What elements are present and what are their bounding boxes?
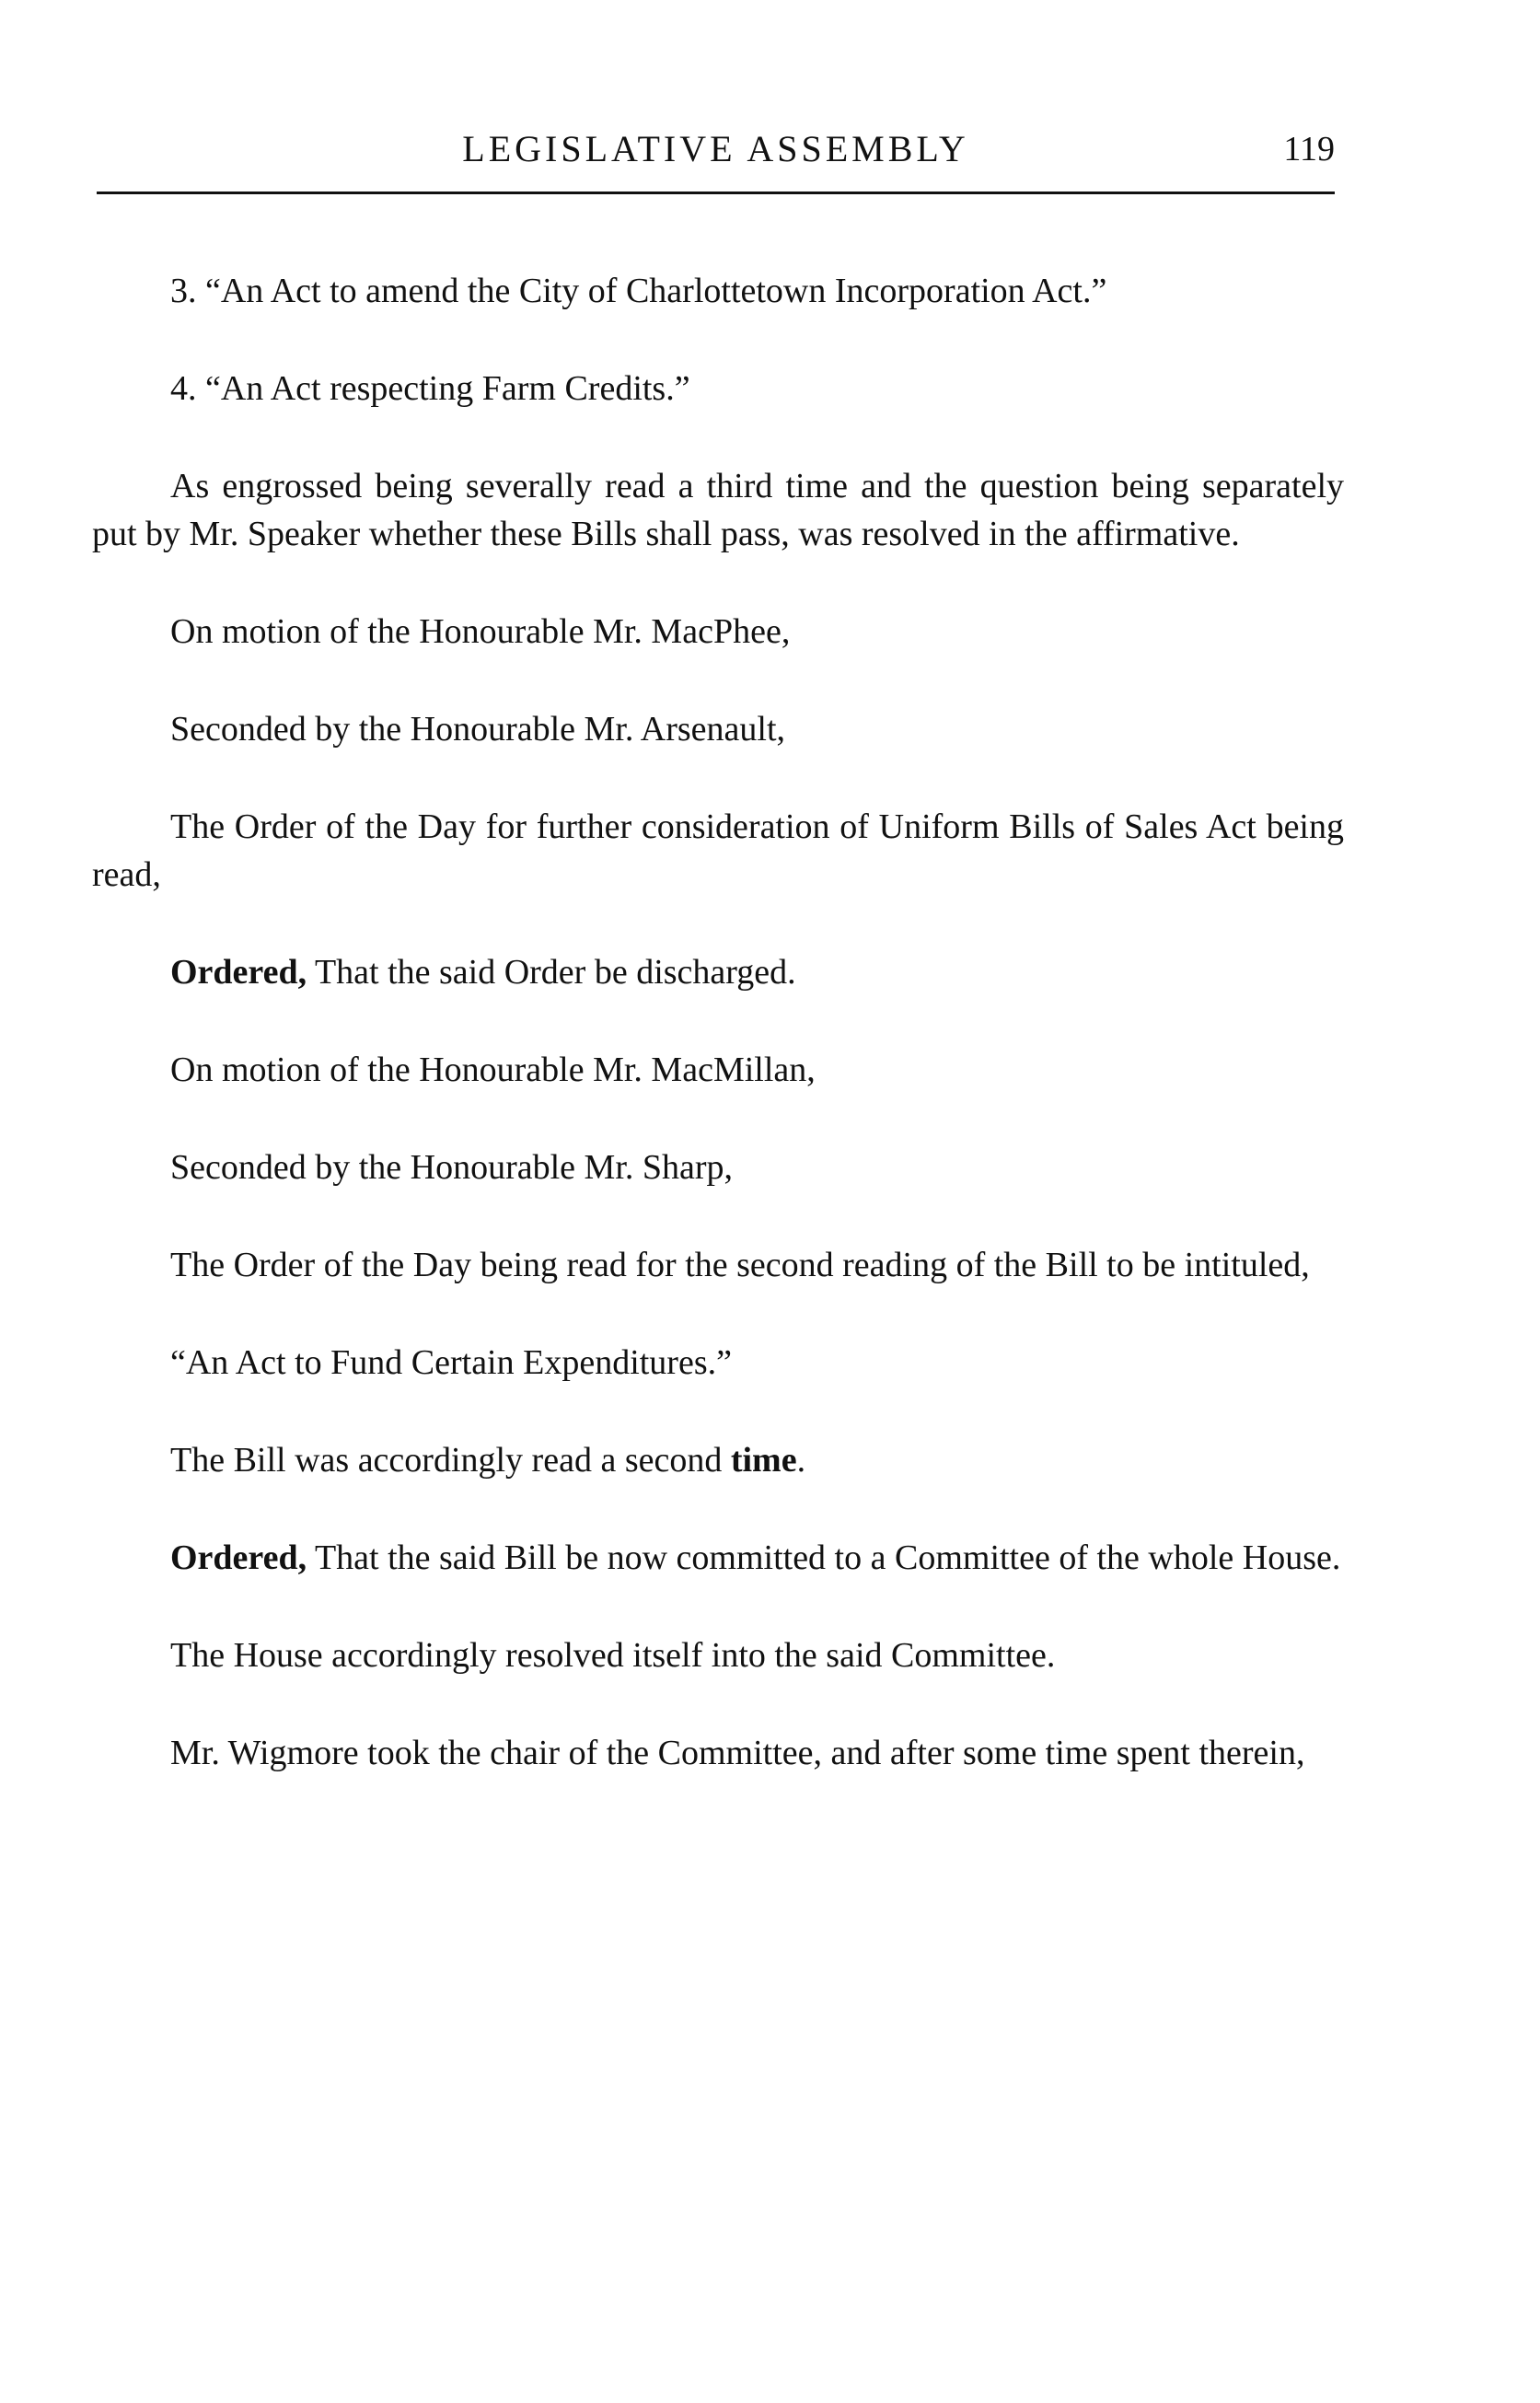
bill-item-3: 3. “An Act to amend the City of Charlottetown Incorporation Act.” [170, 272, 1107, 310]
motion-macmillan: On motion of the Honourable Mr. MacMillan, [170, 1051, 816, 1089]
header-rule [97, 192, 1335, 194]
seconded-arsenault: Seconded by the Honourable Mr. Arsenault, [170, 710, 786, 749]
bill-read-second-time [92, 1436, 1344, 1484]
bill-title: “An Act to Fund Certain Expenditures.” [170, 1343, 732, 1382]
bill-item-4: 4. “An Act respecting Farm Credits.” [170, 369, 690, 408]
page-number: 119 [1283, 130, 1335, 168]
motion-macphee: On motion of the Honourable Mr. MacPhee, [170, 612, 791, 651]
wigmore-chair: Mr. Wigmore took the chair of the Committee, and after some time spent therein, [170, 1734, 1305, 1772]
body-text [92, 267, 1344, 1827]
second-time-period: . [796, 1441, 806, 1480]
order-of-day-second-reading: The Order of the Day being read for the second reading of the Bill to be intituled, [170, 1246, 1310, 1284]
order-of-day-uniform-bills: The Order of the Day for further consideration of Uniform Bills of Sales Act being read, [92, 807, 1344, 894]
ordered-label: Ordered, [170, 953, 307, 992]
ordered-label: Ordered, [170, 1538, 307, 1577]
house-resolved: The House accordingly resolved itself into the said Committee. [170, 1636, 1056, 1675]
running-title: LEGISLATIVE ASSEMBLY [462, 128, 969, 169]
second-time-bold: time [730, 1441, 797, 1480]
second-time-text: The Bill was accordingly read a second [170, 1441, 723, 1480]
ordered-discharged [92, 948, 1344, 996]
seconded-sharp: Seconded by the Honourable Mr. Sharp, [170, 1148, 734, 1187]
ordered-text: That the said Order be discharged. [314, 953, 796, 992]
third-reading-paragraph: As engrossed being severally read a third time and the question being separately put by Mr. Speaker whether these Bills shall pass, was resolved in the affirmative. [92, 467, 1344, 553]
ordered-text: That the said Bill be now committed to a Committee of the whole House. [314, 1538, 1341, 1577]
ordered-committed [92, 1534, 1344, 1582]
running-head [97, 118, 1335, 173]
